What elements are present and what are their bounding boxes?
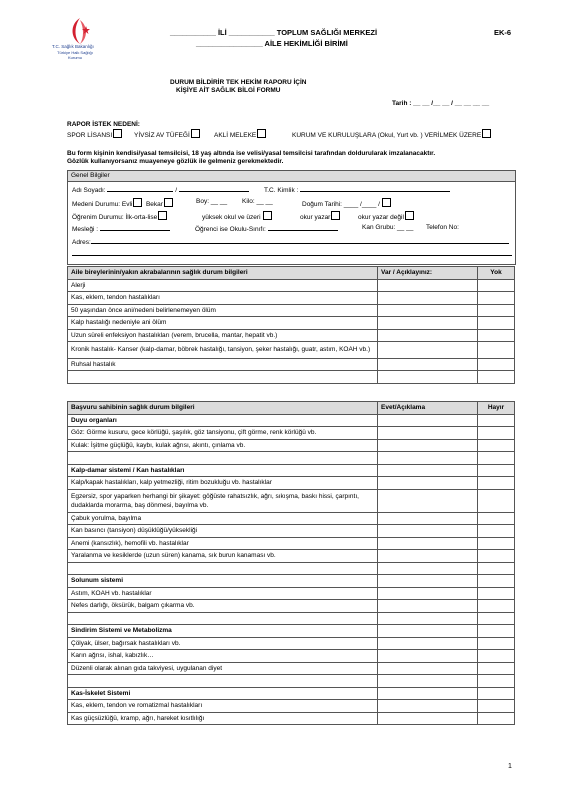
family-table-header (68, 267, 515, 280)
blood-group-field[interactable]: Kan Grubu: __ __ (362, 224, 414, 231)
phone-field[interactable]: Telefon No: (426, 224, 459, 231)
applicant-header-title: Başvuru sahibinin sağlık durum bilgileri (68, 402, 378, 415)
tc-id-field[interactable]: T.C. Kimlik : (264, 185, 450, 194)
request-option-sport[interactable]: SPOR LİSANSI (67, 129, 122, 139)
section-title-row: Kalp-damar sistemi / Kan hastalıkları (68, 464, 515, 477)
date-field[interactable]: Tarih : __ __ /__ __ / __ __ __ __ (392, 100, 490, 107)
table-row[interactable]: Anemi (kansızlık), hemofili vb. hastalıklar (68, 537, 515, 550)
table-row[interactable]: Kan basıncı (tansiyon) düşüklüğü/yüksekliği (68, 525, 515, 538)
table-row[interactable]: Çölyak, ülser, bağırsak hastalıkları vb. (68, 637, 515, 650)
header-line-1: ___________ İLİ ___________ TOPLUM SAĞLIĞI MERKEZİ (170, 28, 378, 37)
spacer-row (68, 675, 515, 688)
table-row[interactable]: Yaralanma ve kesiklerde (uzun süren) kanama, sık burun kanaması vb. (68, 550, 515, 563)
table-row[interactable]: Kas, eklem, tendon hastalıkları (68, 292, 515, 305)
address-line-2[interactable] (72, 249, 512, 258)
applicant-table-header (68, 402, 515, 415)
annex-label: EK-6 (494, 28, 512, 37)
education-literate-option[interactable]: okur yazar (300, 211, 340, 221)
general-info-header: Genel Bilgiler (68, 171, 515, 182)
applicant-col-yes: Evet/Açıklama (378, 402, 478, 415)
request-reason-label: RAPOR İSTEK NEDENİ: (67, 121, 140, 128)
request-option-institution[interactable]: KURUM VE KURULUŞLARA (Okul, Yurt vb. ) VERİLMEK ÜZERE (292, 129, 491, 139)
family-col-yes: Var / Açıklayınız: (378, 267, 478, 280)
address-field[interactable]: Adres: (72, 237, 509, 246)
instruction-note-1: Bu form kişinin kendisi/yasal temsilcisi, 18 yaş altında ise velisi/yasal temsilcisi tarafından doldurularak imzalanacaktır. (67, 150, 436, 157)
family-col-no: Yok (478, 267, 515, 280)
education-higher-option[interactable]: yüksek okul ve üzeri (202, 211, 272, 221)
table-row[interactable]: Astım, KOAH vb. hastalıklar (68, 587, 515, 600)
instruction-note-2: Gözlük kullanıyorsanız muayeneye gözlük ile gelmeniz gerekmektedir. (67, 158, 284, 165)
school-field[interactable]: Öğrenci ise Okulu-Sınıfı: (195, 224, 338, 233)
checkbox (113, 129, 122, 138)
applicant-health-table (67, 401, 515, 725)
request-option-mental[interactable]: AKLİ MELEKE (214, 129, 266, 139)
spacer-row (68, 612, 515, 625)
checkbox (482, 129, 491, 138)
marital-status-field[interactable]: Medeni Durumu: Evli Bekar (72, 198, 173, 208)
section-title-row: Solunum sistemi (68, 575, 515, 588)
name-field[interactable]: Adı Soyadı: / (72, 185, 249, 194)
height-field[interactable]: Boy: __ __ (196, 198, 228, 205)
table-row[interactable]: Çabuk yorulma, bayılma (68, 512, 515, 525)
logo-text-institution: Türkiye Halk Sağlığı Kurumu (57, 50, 93, 60)
job-field[interactable]: Mesleği : (72, 224, 170, 233)
section-title-row: Kas-İskelet Sistemi (68, 687, 515, 700)
form-title-line-1: DURUM BİLDİRİR TEK HEKİM RAPORU İÇİN (170, 79, 307, 86)
education-illiterate-option[interactable]: okur yazar değil (358, 211, 414, 221)
applicant-col-no: Hayır (478, 402, 515, 415)
table-row[interactable]: Kas, eklem, tendon ve romatizmal hastalıkları (68, 700, 515, 713)
general-info-section (67, 170, 516, 265)
ministry-logo (56, 14, 104, 70)
logo-text-ministry: T.C. Sağlık Bakanlığı (52, 44, 94, 49)
spacer-row (68, 562, 515, 575)
spacer-row (68, 371, 515, 384)
family-header-title: Aile bireylerinin/yakın akrabalarının sağlık durum bilgileri (68, 267, 378, 280)
request-option-rifle[interactable]: YİVSİZ AV TÜFEĞİ (134, 129, 200, 139)
section-title-row: Duyu organları (68, 414, 515, 427)
table-row[interactable]: Kronik hastalık- Kanser (kalp-damar, böbrek hastalığı, tansiyon, şeker hastalığı, guatr, astım, KOAH vb.) (68, 342, 515, 359)
table-row[interactable]: Kalp hastalığı nedeniyle ani ölüm (68, 317, 515, 330)
table-row[interactable]: Nefes darlığı, öksürük, balgam çıkarma vb. (68, 600, 515, 613)
table-row[interactable]: Kulak: İşitme güçlüğü, kaybı, kulak ağrısı, akıntı, çınlama vb. (68, 439, 515, 452)
table-row[interactable]: Düzenli olarak alınan gıda takviyesi, uygulanan diyet (68, 662, 515, 675)
table-row[interactable]: Karın ağrısı, ishal, kabızlık… (68, 650, 515, 663)
table-row[interactable]: Uzun süreli enfeksiyon hastalıkları (verem, brucella, mantar, hepatit vb.) (68, 329, 515, 342)
education-field[interactable]: Öğrenim Durumu: İlk-orta-lise (72, 211, 167, 221)
page-number: 1 (508, 763, 512, 770)
header-line-2: ________________ AİLE HEKİMLİĞİ BİRİMİ (196, 39, 348, 48)
table-row[interactable]: Göz: Görme kusuru, gece körlüğü, şaşılık, göz tansiyonu, çift görme, renk körlüğü vb. (68, 427, 515, 440)
section-title-row: Sindirim Sistemi ve Metabolizma (68, 625, 515, 638)
table-row[interactable]: Kalp/kapak hastalıkları, kalp yetmezliği, ritim bozukluğu vb. hastalıklar (68, 477, 515, 490)
table-row[interactable]: Alerji (68, 279, 515, 292)
spacer-row (68, 452, 515, 465)
table-row[interactable]: Kas güçsüzlüğü, kramp, ağrı, hareket kısıtlılığı (68, 712, 515, 725)
table-row[interactable]: Ruhsal hastalık (68, 358, 515, 371)
table-row[interactable]: 50 yaşından önce ani/nedeni belirlenemeyen ölüm (68, 304, 515, 317)
checkbox (257, 129, 266, 138)
weight-field[interactable]: Kilo: __ __ (242, 198, 273, 205)
form-title-line-2: KİŞİYE AİT SAĞLIK BİLGİ FORMU (176, 87, 281, 94)
checkbox (191, 129, 200, 138)
family-health-table (67, 266, 515, 384)
table-row[interactable]: Egzersiz, spor yaparken herhangi bir şikayet: göğüste rahatsızlık, ağrı, sıkışma, baskı hissi, çarpıntı, dudaklarda morarma, baş dönmesi, bayılma vb. (68, 489, 515, 512)
birth-date-field[interactable]: Doğum Tarihi: ____ /____ / (302, 198, 391, 208)
